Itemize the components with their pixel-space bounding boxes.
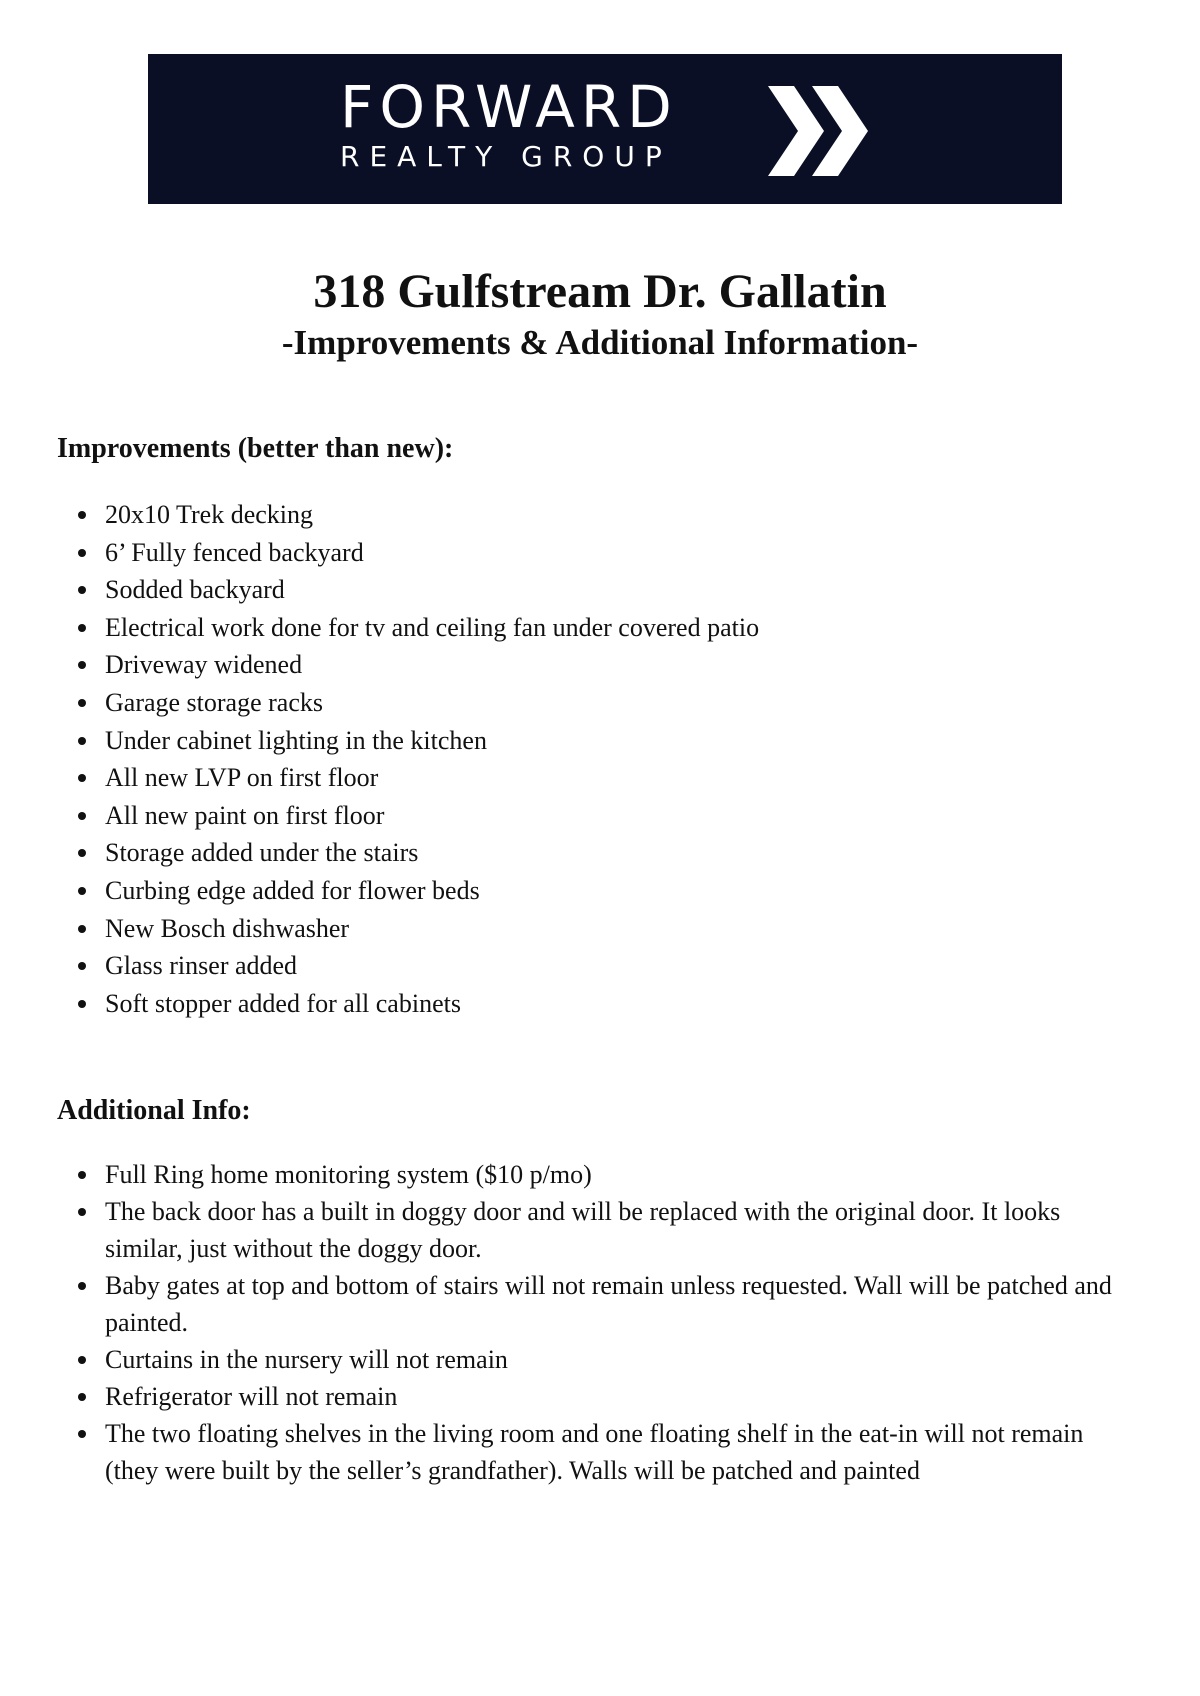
bullet-dot — [78, 1208, 86, 1216]
bullet-dot — [78, 1171, 86, 1179]
page-title: 318 Gulfstream Dr. Gallatin — [313, 265, 887, 318]
bullet-dot — [78, 962, 86, 970]
list-item — [105, 571, 1115, 609]
list-item-text: Glass rinser added — [105, 951, 298, 981]
list-item-text: New Bosch dishwasher — [105, 913, 350, 943]
list-item-text: Refrigerator will not remain — [105, 1382, 398, 1411]
list-item — [105, 722, 1115, 760]
bullet-dot — [78, 1000, 86, 1008]
list-item-text: Baby gates at top and bottom of stairs will not remain unless requested. Wall will be patched and painted. — [105, 1271, 1112, 1337]
list-item — [105, 609, 1115, 647]
list-item-text: All new paint on first floor — [105, 800, 385, 830]
list-item — [105, 646, 1115, 684]
list-item-text: Electrical work done for tv and ceiling fan under covered patio — [105, 612, 760, 642]
list-item — [105, 1193, 1115, 1267]
list-item — [105, 1267, 1115, 1341]
improvements-heading: Improvements (better than new): — [57, 433, 454, 464]
bullet-dot — [78, 812, 86, 820]
list-item — [105, 1341, 1115, 1378]
bullet-dot — [78, 774, 86, 782]
list-item — [105, 910, 1115, 948]
list-item — [105, 684, 1115, 722]
list-item — [105, 985, 1115, 1023]
bullet-dot — [78, 549, 86, 557]
bullet-dot — [78, 1356, 86, 1364]
bullet-dot — [78, 1430, 86, 1438]
list-item — [105, 797, 1115, 835]
double-chevron-right-icon — [766, 86, 876, 176]
logo-sub-text: REALTY GROUP — [340, 140, 672, 173]
list-item — [105, 1156, 1115, 1193]
list-item-text: The two floating shelves in the living room and one floating shelf in the eat-in will not remain (they were built by the seller’s grandfather). Walls will be patched and painted — [105, 1419, 1084, 1485]
list-item-text: Sodded backyard — [105, 575, 285, 605]
list-item — [105, 1378, 1115, 1415]
list-item — [105, 496, 1115, 534]
bullet-dot — [78, 511, 86, 519]
improvements-list — [105, 496, 1115, 1022]
list-item-text: Curtains in the nursery will not remain — [105, 1345, 508, 1374]
additional-info-heading: Additional Info: — [57, 1095, 251, 1126]
list-item — [105, 872, 1115, 910]
list-item — [105, 534, 1115, 572]
list-item — [105, 1415, 1115, 1489]
bullet-dot — [78, 661, 86, 669]
bullet-dot — [78, 586, 86, 594]
list-item-text: Storage added under the stairs — [105, 838, 419, 868]
list-item-text: 20x10 Trek decking — [105, 500, 313, 529]
list-item-text: All new LVP on first floor — [105, 763, 379, 793]
list-item-text: Garage storage racks — [105, 687, 323, 717]
bullet-dot — [78, 624, 86, 632]
list-item-text: The back door has a built in doggy door and will be replaced with the original door. It looks similar, just without the doggy door. — [105, 1197, 1061, 1263]
list-item-text: Driveway widened — [105, 650, 303, 680]
page-subtitle: -Improvements & Additional Information- — [281, 323, 919, 362]
list-item-text: Full Ring home monitoring system ($10 p/mo) — [105, 1160, 592, 1189]
list-item — [105, 759, 1115, 797]
bullet-dot — [78, 737, 86, 745]
logo-banner — [148, 54, 1062, 204]
list-item-text: Curbing edge added for flower beds — [105, 875, 480, 905]
list-item-text: Under cabinet lighting in the kitchen — [105, 725, 487, 755]
list-item-text: 6’ Fully fenced backyard — [105, 537, 364, 567]
list-item — [105, 834, 1115, 872]
additional-info-list — [105, 1156, 1115, 1489]
bullet-dot — [78, 1282, 86, 1290]
bullet-dot — [78, 1393, 86, 1401]
list-item-text: Soft stopper added for all cabinets — [105, 988, 461, 1018]
bullet-dot — [78, 925, 86, 933]
bullet-dot — [78, 887, 86, 895]
bullet-dot — [78, 699, 86, 707]
list-item — [105, 947, 1115, 985]
logo-main-text: FORWARD — [340, 73, 678, 141]
bullet-dot — [78, 849, 86, 857]
logo-wordmark — [340, 74, 740, 174]
